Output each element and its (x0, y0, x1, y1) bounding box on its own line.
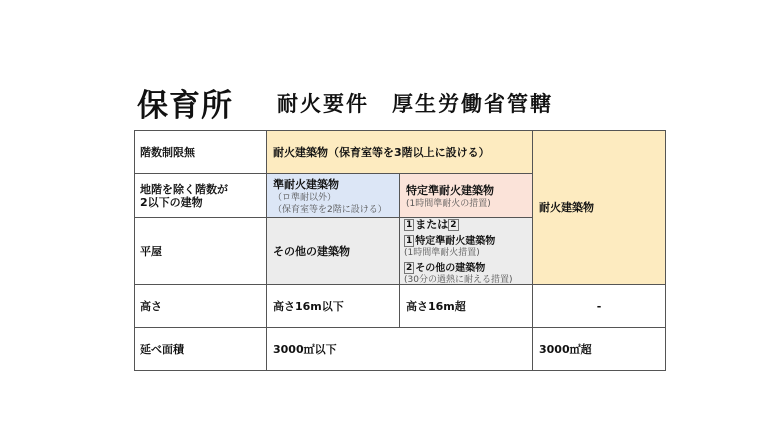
cell-text: 耐火建築物（保育室等を3階以上に設ける） (273, 145, 490, 159)
cell-title: 準耐火建築物 (273, 177, 339, 191)
page-title: 保育所 (137, 88, 233, 124)
option-1-title: 特定準耐火建築物 (415, 236, 496, 247)
cell-text: 高さ16m超 (406, 300, 466, 313)
option-2-line (404, 259, 528, 274)
option-1-marker: 1 (406, 220, 413, 230)
other-building-cell (267, 218, 400, 285)
height-none-cell (533, 285, 666, 328)
row-label-text: 階数制限無 (140, 145, 195, 159)
cell-note: (1時間準耐火の措置) (406, 198, 491, 209)
height-low-cell (267, 285, 400, 328)
row-label-floor-area (134, 328, 267, 371)
either-line (404, 218, 528, 232)
cell-text: 3000㎡以下 (273, 343, 337, 356)
fire-resistant-building-cell (533, 130, 666, 285)
option-2-title: その他の建築物 (415, 263, 486, 274)
row-label-single-floor (134, 218, 267, 285)
cell-title: 特定準耐火建築物 (406, 183, 494, 197)
height-high-cell (400, 285, 533, 328)
either-option-cell (400, 218, 533, 285)
cell-text: 耐火建築物 (539, 201, 594, 214)
semi-fire-resistant-cell (267, 174, 400, 218)
option-2-note: (30分の過熱に耐える措置) (404, 275, 513, 285)
row-label-text: 延べ面積 (140, 343, 184, 356)
option-1-note: (1時間準耐火措置) (404, 248, 480, 258)
either-text: または (415, 218, 449, 231)
cell-text: 高さ16m以下 (273, 300, 344, 313)
specific-semi-fire-cell (400, 174, 533, 218)
area-low-cell (267, 328, 533, 371)
requirements-table (134, 130, 666, 371)
row-label-line: 地階を除く階数が (140, 182, 228, 196)
area-high-cell (533, 328, 666, 371)
option-2-marker: 2 (450, 220, 457, 230)
row-label-no-floor-limit (134, 130, 267, 174)
cell-note: （ロ準耐以外） (273, 192, 337, 203)
row-label-text: 平屋 (140, 245, 162, 258)
row-label-two-floors (134, 174, 267, 218)
cell-text: - (596, 299, 602, 313)
cell-note: （保育室等を2階に設ける） (273, 204, 387, 215)
option-1-marker: 1 (406, 236, 413, 246)
row-label-line: 2以下の建物 (140, 195, 203, 209)
fire-resistant-3f-cell (267, 130, 533, 174)
cell-text: その他の建築物 (273, 245, 350, 258)
page-subtitle: 耐火要件 厚生労働省管轄 (277, 92, 553, 116)
cell-text: 3000㎡超 (539, 343, 592, 356)
option-1-line (404, 232, 528, 247)
row-label-text: 高さ (140, 300, 162, 313)
option-2-marker: 2 (406, 263, 413, 273)
row-label-height (134, 285, 267, 328)
